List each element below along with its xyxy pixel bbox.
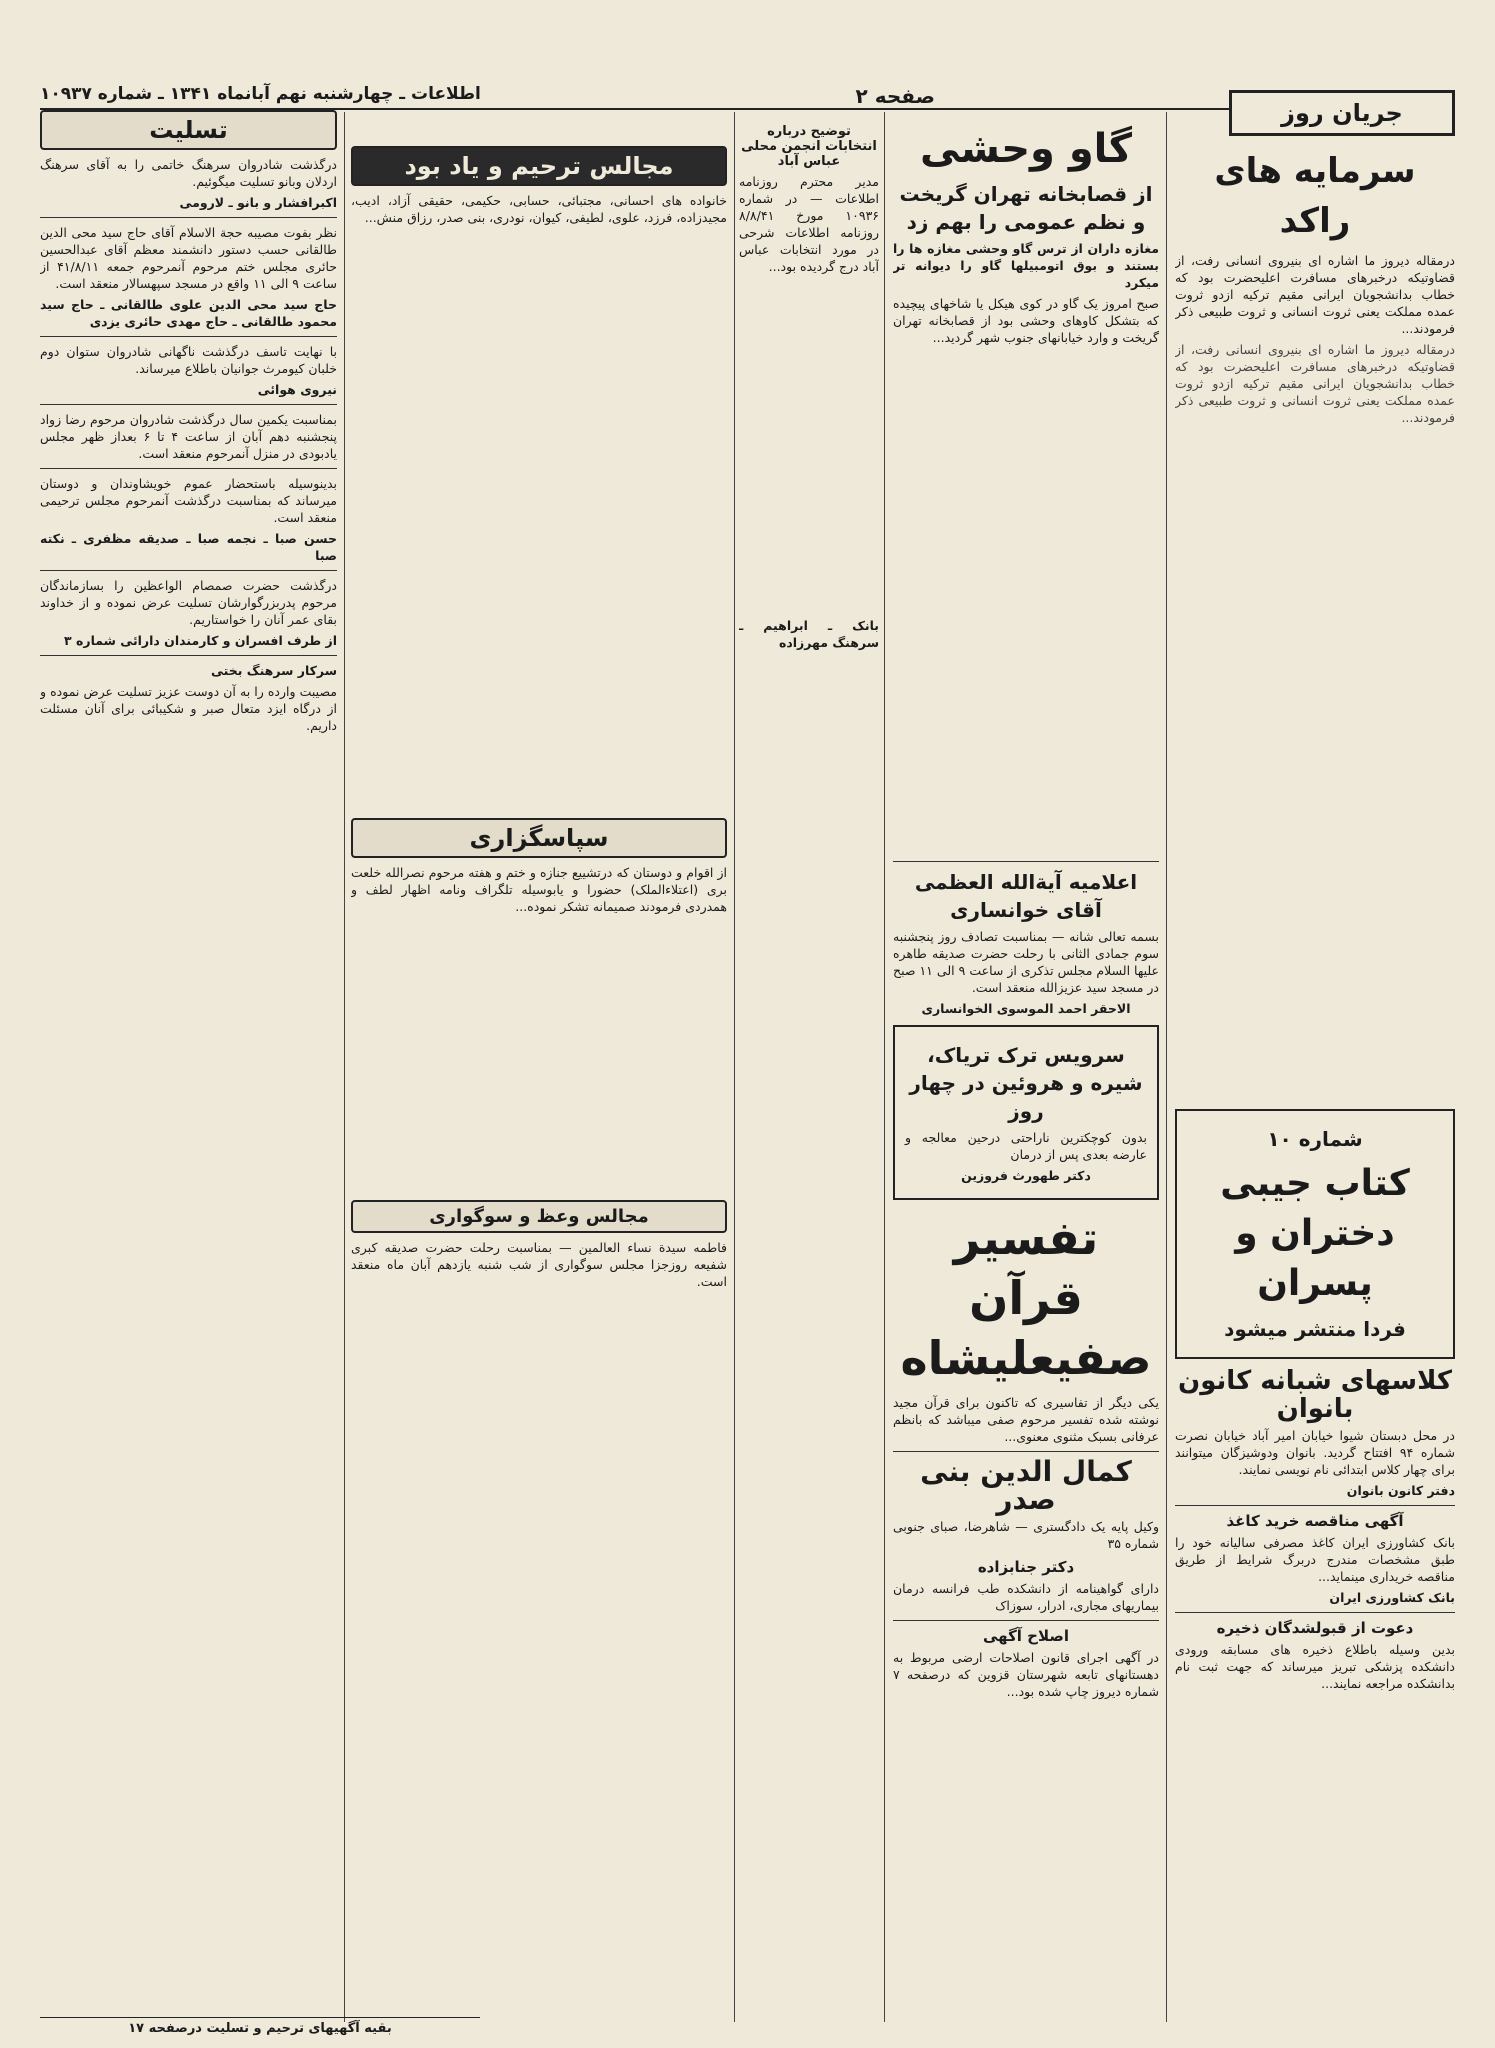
book-ad-title: کتاب جیبی دختران و پسران	[1220, 1163, 1410, 1304]
tender-title: آگهی مناقصه خرید کاغذ	[1226, 1512, 1404, 1530]
notice-sign-2: نیروی هوائی	[257, 382, 337, 397]
reform-title: اصلاح آگهی	[982, 1627, 1069, 1645]
service-body: بدون کوچکترین ناراحتی درحین معالجه و عارضه بعدی پس از درمان	[905, 1130, 1147, 1162]
divider	[893, 861, 1159, 862]
notice-body-2: با نهایت تاسف درگذشت ناگهانی شادروان ستوان دوم خلبان کیومرث جوانیان باطلاع میرساند.	[40, 344, 337, 376]
mourning-body: خانواده های احسانی، مجتبائی، حسابی، حکیمی، حقیقی آزاد، ادیب، مجیدزاده، فرزد، علوی، لطیفی، کیوان، نودری، بنی صدر، رزاق منش...	[351, 193, 727, 225]
doctor-title: دکتر جنابزاده	[977, 1558, 1075, 1576]
book-ad-number: شماره ۱۰	[1267, 1127, 1363, 1151]
service-box	[893, 1025, 1159, 1200]
article-body: درمقاله دیروز ما اشاره ای بنیروی انسانی رفت، از قضاوتیکه درخبرهای مسافرت اعلیحضرت بود که خطاب بدانشجویان ایرانی مقیم ترکیه ازدو ثروت عمده مملکت یعنی ثروت انسانی و ثروت طبیعی ذکر فرمودند...	[1175, 253, 1455, 336]
column-1	[1175, 140, 1455, 2020]
article-subtitle-2: مغازه داران از ترس گاو وحشی مغازه ها را بستند و بوق اتومبیلها گاو را دیوانه تر میکرد	[893, 241, 1159, 290]
notice-body-5: درگذشت حضرت صمصام الواعظین را بسازماندگان مرحوم پدربزرگوارشان تسلیت عرض نموده و از خداوند بقای عمر آنان را خواستاریم.	[40, 578, 337, 627]
sympathy-body: درگذشت شادروان سرهنگ خاتمی را به آقای سرهنگ اردلان وبانو تسلیت میگوئیم.	[40, 157, 337, 189]
divider	[40, 655, 337, 656]
notice-body: بسمه تعالی شانه — بمناسبت تصادف روز پنجشنبه سوم جمادی الثانی با رحلت حضرت صدیقه طاهره علیها السلام مجلس تذکری از ساعت ۹ الی ۱۱ صبح در مسجد سید عزیزالله منعقد است.	[893, 929, 1159, 995]
article-body-continued: درمقاله دیروز ما اشاره ای بنیروی انسانی رفت، از قضاوتیکه درخبرهای مسافرت اعلیحضرت بود که خطاب بدانشجویان ایرانی مقیم ترکیه ازدو ثروت عمده مملکت یعنی ثروت انسانی و ثروت طبیعی ذکر فرمودند...	[1175, 342, 1455, 425]
notice-sign-6: سرکار سرهنگ بختی	[210, 663, 337, 678]
column-4	[40, 110, 337, 1990]
mourning-banner: مجالس ترحیم و یاد بود	[351, 146, 727, 186]
notice-sign-5: از طرف افسران و کارمندان دارائی شماره ۳	[64, 633, 337, 648]
notice-body-3: بمناسبت یکمین سال درگذشت شادروان مرحوم رضا زواد پنجشنبه دهم آبان از ساعت ۴ تا ۶ بعداز ظهر مجلس یادبودی در منزل آنمرحوم منعقد است.	[40, 412, 337, 461]
divider	[40, 570, 337, 571]
election-sign: بانک ـ ابراهیم ـ سرهنگ مهرزاده	[739, 618, 879, 650]
sympathy-sign: اکبرافشار و بانو ـ لارومی	[179, 195, 337, 210]
column-divider	[884, 112, 885, 2022]
column-tag: جریان روز	[1229, 90, 1455, 136]
divider	[40, 468, 337, 469]
page-number: صفحه ۲	[855, 84, 935, 108]
service-title: سرویس ترک تریاک، شیره و هروئین در چهار روز	[909, 1043, 1143, 1123]
classes-body: در محل دبستان شیوا خیابان امیر آباد خیابان نصرت شماره ۹۴ افتتاح گردید. بانوان ودوشیزگان میتوانند برای چهار کلاس ابتدائی نام نویسی نمایند.	[1175, 1428, 1455, 1477]
article-body: صبح امروز یک گاو در کوی هیکل یا شاخهای پیچیده که بتشکل کاوهای وحشی بود از قصابخانه تهران گریخت و وارد خیابانهای جنوب شهر گردید...	[893, 296, 1159, 345]
quran-body: یکی دیگر از تفاسیری که تاکنون برای قرآن مجید نوشته شده تفسیر مرحوم صفی میباشد که بانظم عرفانی بسبک مثنوی معنوی...	[893, 1395, 1159, 1444]
tender-sign: بانک کشاورزی ایران	[1329, 1590, 1455, 1605]
column-divider	[1166, 112, 1167, 2022]
notice-title: اعلامیه آیةالله العظمی آقای خوانساری	[914, 870, 1138, 922]
notice-body-1: نظر بفوت مصیبه حجة الاسلام آقای حاج سید محی الدین طالقانی حسب دستور دانشمند معظم آقای عبدالحسین حائری مجلس ختم مرحوم آنمرحوم جمعه ۴۱/۸/۱۱ از ساعت ۹ الی ۱۱ واقع در مسجد سپهسالار منعقد است.	[40, 225, 337, 291]
column-3	[351, 140, 727, 2020]
reform-body: در آگهی اجرای قانون اصلاحات ارضی مربوط به دهستانهای تابعه شهرستان قزوین که درصفحه ۷ شماره دیروز چاپ شده بود...	[893, 1650, 1159, 1699]
notice-sign-1: حاج سید محی الدین علوی طالقانی ـ حاج سید محمود طالقانی ـ حاج مهدی حائری یزدی	[40, 297, 337, 329]
divider	[40, 336, 337, 337]
page-footer: بقیه آگهیهای ترحیم و تسلیت درصفحه ۱۷	[40, 2017, 480, 2040]
article-title: سرمایه های راکد	[1214, 151, 1416, 241]
doctor-body: دارای گواهینامه از دانشکده طب فرانسه درمان بیماریهای مجاری، ادرار، سوزاک	[893, 1581, 1159, 1613]
notice-sign-4: حسن صبا ـ نجمه صبا ـ صدیقه مظفری ـ نکته صبا	[40, 531, 337, 563]
article-subtitle: از قصابخانه تهران گریخت و نظم عمومی را بهم زد	[899, 182, 1153, 234]
divider	[893, 1620, 1159, 1621]
quran-title: تفسیر قرآن صفیعلیشاه	[900, 1211, 1152, 1385]
sermon-banner: مجالس وعظ و سوگواری	[351, 1200, 727, 1233]
sermon-body: فاطمه سیدة نساء العالمین — بمناسبت رحلت حضرت صدیقه کبری شفیعه روزجزا مجلس سوگواری از شب شنبه یازدهم آبان ماه منعقد است.	[351, 1240, 727, 1289]
invite-body: بدین وسیله باطلاع ذخیره های مسابقه ورودی دانشکده پزشکی تبریز میرساند که جهت ثبت نام بدانشکده مراجعه نمایند...	[1175, 1642, 1455, 1691]
column-2	[893, 118, 1159, 2008]
sympathy-banner: تسلیت	[40, 110, 337, 150]
classes-sign: دفتر کانون بانوان	[1346, 1483, 1455, 1498]
divider	[1175, 1612, 1455, 1613]
divider	[1175, 1505, 1455, 1506]
column-divider	[734, 112, 735, 2022]
lawyer-title: کمال الدین بنی صدر	[920, 1455, 1132, 1516]
divider	[40, 404, 337, 405]
invite-title: دعوت از قبولشدگان ذخیره	[1216, 1619, 1414, 1637]
election-title: توضیح درباره انتخابات انجمن محلی عباس آباد	[741, 124, 877, 169]
divider	[893, 1451, 1159, 1452]
notice-body-6: مصیبت وارده را به آن دوست عزیز تسلیت عرض نموده و از درگاه ایزد متعال صبر و شکیبائی برای آنان مسئلت داریم.	[40, 684, 337, 733]
column-divider	[344, 112, 345, 2022]
notice-body-4: بدینوسیله باستحضار عموم خویشاوندان و دوستان میرساند که بمناسبت درگذشت آنمرحوم مجلس ترحیمی منعقد است.	[40, 476, 337, 525]
book-ad-note: فردا منتشر میشود	[1224, 1317, 1406, 1341]
tender-body: بانک کشاورزی ایران کاغذ مصرفی سالیانه خود را طبق مشخصات مندرج دربرگ شرایط از طریق مناقصه خریداری مینماید...	[1175, 1535, 1455, 1584]
thanks-body: از اقوام و دوستان که درتشییع جنازه و ختم و هفته مرحوم نصرالله خلعت بری (اعتلاءالملک) حضورا و یابوسیله تلگراف ونامه اظهار لطف و همدردی فرمودند صمیمانه تشکر نموده...	[351, 865, 727, 914]
article-title: گاو وحشی	[920, 126, 1132, 172]
divider	[40, 217, 337, 218]
column-3a	[739, 118, 879, 698]
book-ad-box	[1175, 1109, 1455, 1359]
service-doctor: دکتر طهورث فروزین	[961, 1168, 1091, 1183]
issue-line: اطلاعات ـ چهارشنبه نهم آبانماه ۱۳۴۱ ـ شماره ۱۰۹۳۷	[40, 84, 481, 104]
notice-sign: الاحقر احمد الموسوی الخوانساری	[921, 1001, 1131, 1016]
election-body: مدیر محترم روزنامه اطلاعات — در شماره ۱۰۹۳۶ مورخ ۸/۸/۴۱ روزنامه اطلاعات شرحی در مورد انتخابات عباس آباد درج گردیده بود...	[739, 174, 879, 274]
thanks-banner: سپاسگزاری	[351, 818, 727, 858]
lawyer-body: وکیل پایه یک دادگستری — شاهرضا، صبای جنوبی شماره ۳۵	[893, 1519, 1159, 1551]
classes-title: کلاسهای شبانه کانون بانوان	[1178, 1366, 1452, 1424]
